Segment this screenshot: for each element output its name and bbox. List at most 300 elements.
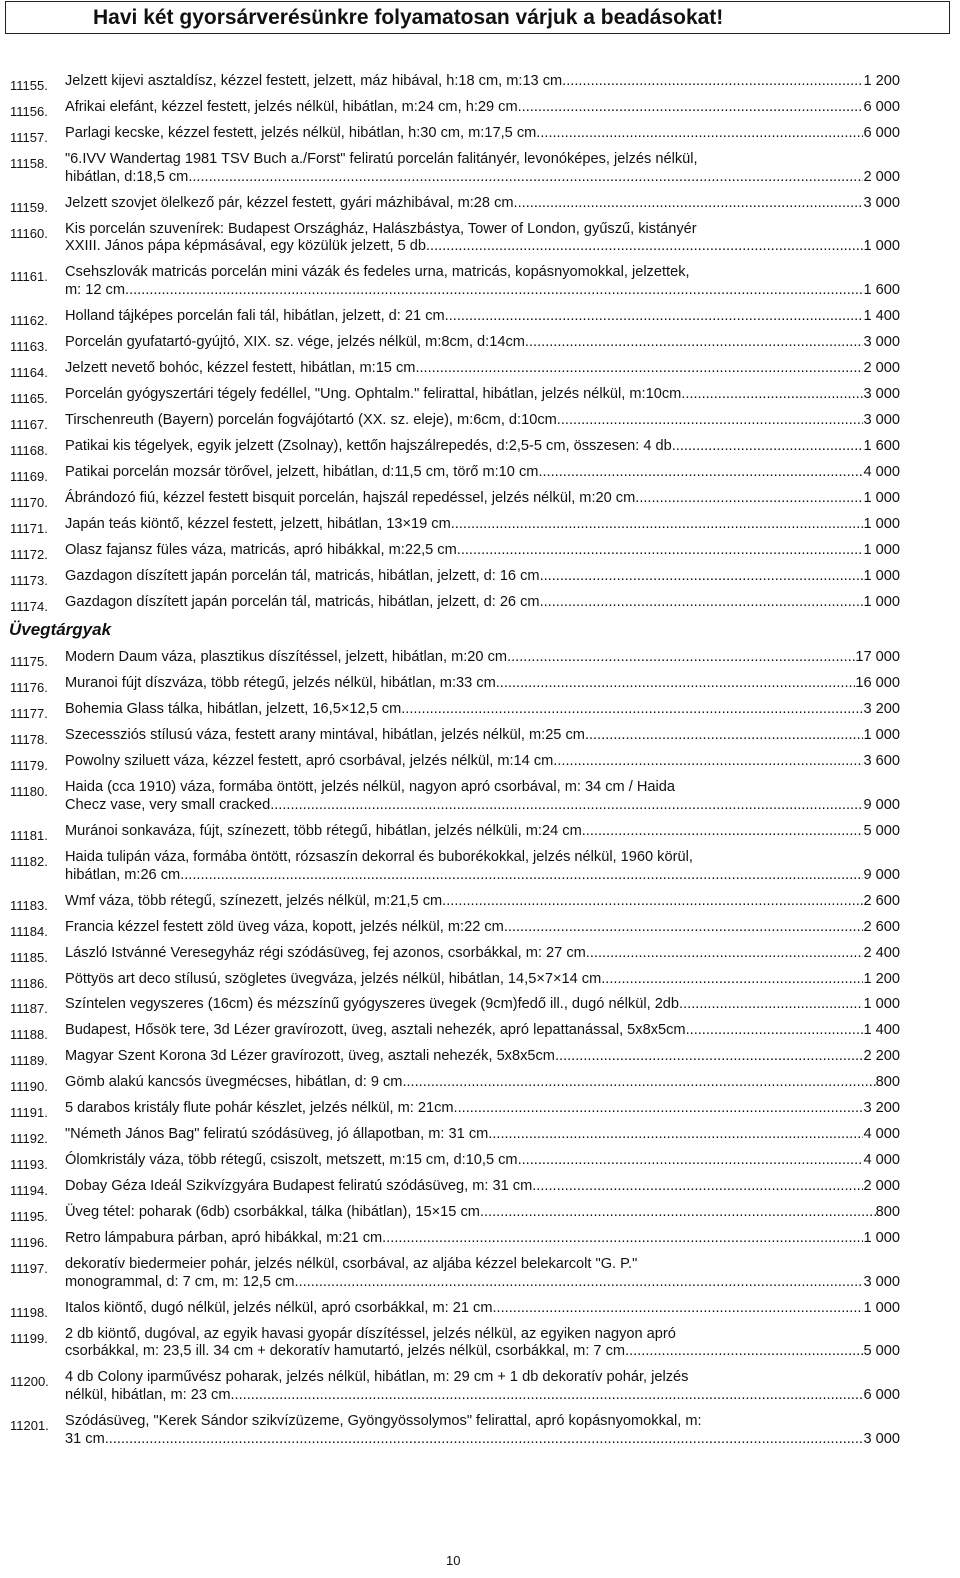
lot-description-line <box>65 568 900 586</box>
lot-number: 11184. <box>10 923 48 939</box>
lot-price: 3 000 <box>863 411 900 428</box>
lot-number: 11169. <box>10 468 48 484</box>
list-item <box>10 971 900 989</box>
list-item <box>10 945 900 963</box>
dot-leader <box>445 308 864 326</box>
list-item <box>10 701 900 722</box>
lot-number: 11200. <box>10 1374 49 1390</box>
lot-description-line <box>65 334 900 352</box>
lot-description-line <box>65 727 900 745</box>
lot-number: 11156. <box>10 103 48 119</box>
lot-number: 11167. <box>10 416 48 432</box>
lot-description-line <box>65 753 900 771</box>
dot-leader <box>442 893 863 911</box>
lot-description-line <box>65 823 900 841</box>
list-item <box>10 753 900 774</box>
lot-description-line <box>65 151 900 169</box>
lot-description: hibátlan, m:26 cm <box>65 866 181 883</box>
lot-description: Olasz fajansz füles váza, matricás, apró hibákkal, m:22,5 cm <box>65 541 457 558</box>
lot-price: 1 000 <box>863 593 900 610</box>
lot-description: Dobay Géza Ideál Szikvízgyára Budapest feliratú szódásüveg, m: 31 cm <box>65 1178 533 1195</box>
lot-description: 5 darabos kristály flute pohár készlet, jelzés nélkül, m: 21cm <box>65 1100 454 1117</box>
lot-description: Checz vase, very small cracked <box>65 797 271 813</box>
lot-description-line <box>65 99 900 117</box>
lot-description: Haida (cca 1910) váza, formába öntött, jelzés nélkül, nagyon apró csorbával, m: 34 cm / Haida <box>65 779 676 796</box>
dot-leader <box>686 1022 864 1040</box>
lot-description: monogrammal, d: 7 cm, m: 12,5 cm <box>65 1273 295 1290</box>
dot-leader <box>415 360 863 378</box>
lot-description: Tirschenreuth (Bayern) porcelán fogvájótartó (XX. sz. eleje), m:6cm, d:10cm <box>65 411 557 428</box>
list-item <box>10 568 900 586</box>
lot-description-line <box>65 594 900 612</box>
lot-price: 6 000 <box>863 98 900 115</box>
lot-description-line <box>65 649 900 667</box>
lot-description-line <box>65 1048 900 1066</box>
lot-number: 11181. <box>10 827 48 843</box>
dot-leader <box>488 1126 863 1144</box>
lot-description-line <box>65 1152 900 1170</box>
lot-price: 3 000 <box>863 194 900 211</box>
dot-leader <box>681 386 863 404</box>
lot-description: Powolny sziluett váza, kézzel festett, apró csorbával, jelzés nélkül, m:14 cm <box>65 753 554 770</box>
list-item <box>10 823 900 841</box>
dot-leader <box>585 727 864 745</box>
lot-price: 1 000 <box>863 996 900 1013</box>
lot-number: 11179. <box>10 758 48 774</box>
lot-price: 1 000 <box>863 238 900 255</box>
list-item <box>10 360 900 378</box>
lot-description-line <box>65 221 900 239</box>
lot-description: Ólomkristály váza, több rétegű, csiszolt, metszett, m:15 cm, d:10,5 cm <box>65 1152 518 1169</box>
dot-leader <box>557 412 864 430</box>
lot-description: Afrikai elefánt, kézzel festett, jelzés nélkül, hibátlan, m:24 cm, h:29 cm <box>65 98 518 115</box>
lot-price: 1 000 <box>863 489 900 506</box>
lot-price: 3 000 <box>863 1273 900 1290</box>
list-item <box>10 779 900 814</box>
lot-number: 11193. <box>10 1157 48 1173</box>
dot-leader <box>125 282 863 300</box>
glass-section <box>10 649 900 1448</box>
lot-description: Muranoi fújt díszváza, több rétegű, jelzés nélkül, hibátlan, m:33 cm <box>65 675 496 692</box>
lot-number: 11165. <box>10 390 48 406</box>
lot-price: 1 000 <box>863 727 900 744</box>
lot-description: Holland tájképes porcelán fali tál, hibátlan, jelzett, d: 21 cm <box>65 307 445 324</box>
lot-number: 11176. <box>10 680 48 696</box>
lot-description-line <box>65 195 900 213</box>
list-item <box>10 1256 900 1291</box>
lot-description-line <box>65 919 900 937</box>
list-item <box>10 919 900 937</box>
lot-description: Porcelán gyufatartó-gyújtó, XIX. sz. vége, jelzés nélkül, m:8cm, d:14cm <box>65 333 525 350</box>
list-item <box>10 727 900 748</box>
lot-number: 11183. <box>10 897 48 913</box>
lot-description: Retro lámpabura párban, apró hibákkal, m:21 cm <box>65 1230 383 1247</box>
dot-leader <box>270 797 863 815</box>
list-item <box>10 386 900 404</box>
lot-price: 2 000 <box>863 168 900 185</box>
list-item <box>10 675 900 696</box>
dot-leader <box>496 675 856 693</box>
list-item <box>10 464 900 482</box>
lot-description-line <box>65 867 900 885</box>
dot-leader <box>507 649 855 667</box>
lot-number: 11173. <box>10 572 48 588</box>
list-item <box>10 1022 900 1043</box>
lot-description: Üveg tétel: poharak (6db) csorbákkal, tálka (hibátlan), 15×15 cm <box>65 1204 480 1221</box>
lot-price: 3 000 <box>863 385 900 402</box>
lot-price: 1 000 <box>863 541 900 558</box>
lot-price: 2 000 <box>863 1178 900 1195</box>
lot-description: "6.IVV Wandertag 1981 TSV Buch a./Forst" feliratú porcelán falitányér, levonóképes, jelzés nélkül, <box>65 150 698 167</box>
lot-description: XXIII. János pápa képmásával, egy közülük jelzett, 5 db <box>65 238 426 255</box>
lot-number: 11186. <box>10 975 48 991</box>
lot-description: Gömb alakú kancsós üvegmécses, hibátlan, d: 9 cm <box>65 1074 403 1091</box>
list-item <box>10 221 900 256</box>
dot-leader <box>555 1048 864 1066</box>
lot-description-line <box>65 238 900 256</box>
lot-price: 3 600 <box>863 753 900 770</box>
list-item <box>10 1413 900 1448</box>
dot-leader <box>582 823 864 841</box>
lot-description-line <box>65 893 900 911</box>
lot-number: 11197. <box>10 1261 48 1277</box>
section-title-glass: Üvegtárgyak <box>9 620 112 640</box>
porcelain-section <box>10 73 900 614</box>
lot-price: 5 000 <box>863 822 900 839</box>
lot-number: 11189. <box>10 1053 48 1069</box>
lot-description: m: 12 cm <box>65 281 126 298</box>
list-item <box>10 1204 900 1225</box>
list-item <box>10 438 900 456</box>
lot-description-line <box>65 971 900 989</box>
dot-leader <box>538 464 863 482</box>
lot-description-line <box>65 1343 900 1361</box>
lot-price: 1 000 <box>863 515 900 532</box>
list-item <box>10 1369 900 1404</box>
dot-leader <box>536 125 863 143</box>
lot-description: Francia kézzel festett zöld üveg váza, kopott, jelzés nélkül, m:22 cm <box>65 918 504 935</box>
list-item <box>10 99 900 117</box>
list-item <box>10 996 900 1017</box>
lot-description: Jelzett szovjet ölelkező pár, kézzel festett, gyári mázhibával, m:28 cm <box>65 194 514 211</box>
lot-description: Porcelán gyógyszertári tégely fedéllel, "Ung. Ophtalm." felirattal, hibátlan, jelzés nélkül, m:10cm <box>65 385 682 402</box>
lot-description: Pöttyös art deco stílusú, szögletes üvegváza, jelzés nélkül, hibátlan, 14,5×7×14 cm <box>65 970 602 987</box>
lot-price: 1 200 <box>863 73 900 89</box>
lot-price: 1 600 <box>863 281 900 298</box>
dot-leader <box>426 238 863 256</box>
lot-description-line <box>65 1126 900 1144</box>
dot-leader <box>518 1152 864 1170</box>
lot-number: 11164. <box>10 364 48 380</box>
lot-number: 11159. <box>10 199 48 215</box>
dot-leader <box>382 1230 863 1248</box>
lot-price: 1 400 <box>863 1022 900 1039</box>
list-item <box>10 490 900 508</box>
list-item <box>10 1300 900 1318</box>
lot-number: 11185. <box>10 949 48 965</box>
lot-description-line <box>65 1274 900 1292</box>
lot-description-line <box>65 282 900 300</box>
list-item <box>10 264 900 299</box>
lot-number: 11190. <box>10 1079 48 1095</box>
lot-description: nélkül, hibátlan, m: 23 cm <box>65 1387 231 1404</box>
lot-description: Jelzett nevető bohóc, kézzel festett, hibátlan, m:15 cm <box>65 359 416 376</box>
lot-description-line <box>65 464 900 482</box>
dot-leader <box>451 516 864 534</box>
dot-leader <box>525 334 864 352</box>
lot-price: 17 000 <box>855 649 900 666</box>
lot-number: 11158. <box>10 155 48 171</box>
lot-number: 11175. <box>10 654 48 670</box>
lot-description-line <box>65 73 900 91</box>
lot-price: 1 000 <box>863 567 900 584</box>
lot-description-line <box>65 125 900 143</box>
lot-description: Patikai kis tégelyek, egyik jelzett (Zsolnay), kettőn hajszálrepedés, d:2,5-5 cm, összesen: 4 db <box>65 437 672 454</box>
lot-description-line <box>65 412 900 430</box>
lot-price: 1 400 <box>863 307 900 324</box>
lot-description-line <box>65 360 900 378</box>
lot-description-line <box>65 1022 900 1040</box>
lot-number: 11172. <box>10 546 48 562</box>
lot-description: László Istvánné Veresegyház régi szódásüveg, fej azonos, csorbákkal, m: 27 cm <box>65 944 586 961</box>
list-item <box>10 308 900 326</box>
lot-description-line <box>65 386 900 404</box>
lot-description-line <box>65 1387 900 1405</box>
lot-description-line <box>65 797 900 815</box>
lot-price: 2 400 <box>863 944 900 961</box>
lot-description-line <box>65 1369 900 1387</box>
lot-number: 11174. <box>10 598 48 614</box>
lot-price: 3 200 <box>863 1100 900 1117</box>
lot-price: 1 600 <box>863 437 900 454</box>
lot-description-line <box>65 1204 900 1222</box>
dot-leader <box>105 1431 864 1449</box>
lot-description: Szódásüveg, "Kerek Sándor szikvízüzeme, Gyöngyössolymos" felirattal, apró kopásnyomokkal, m: <box>65 1413 702 1430</box>
lot-number: 11182. <box>10 853 48 869</box>
lot-description-line <box>65 490 900 508</box>
lot-number: 11195. <box>10 1209 48 1225</box>
lot-description-line <box>65 516 900 534</box>
lot-description-line <box>65 1431 900 1449</box>
dot-leader <box>401 701 863 719</box>
dot-leader <box>504 919 864 937</box>
dot-leader <box>540 594 864 612</box>
lot-description-line <box>65 675 900 693</box>
lot-price: 9 000 <box>863 797 900 813</box>
dot-leader <box>601 971 863 989</box>
lot-description: Wmf váza, több rétegű, színezett, jelzés nélkül, m:21,5 cm <box>65 892 443 909</box>
lot-description: Szecessziós stílusú váza, festett arany mintával, hibátlan, jelzés nélkül, m:25 cm <box>65 727 585 744</box>
dot-leader <box>493 1300 864 1318</box>
dot-leader <box>679 996 863 1014</box>
list-item <box>10 125 900 143</box>
lot-number: 11192. <box>10 1131 48 1147</box>
lot-description-line <box>65 308 900 326</box>
lot-price: 1 000 <box>863 1299 900 1316</box>
lot-description: Magyar Szent Korona 3d Lézer gravírozott, üveg, asztali nehezék, 5x8x5cm <box>65 1048 555 1065</box>
lot-description: Muránoi sonkaváza, fújt, színezett, több rétegű, hibátlan, jelzés nélküli, m:24 cm <box>65 822 582 839</box>
dot-leader <box>540 568 864 586</box>
lot-description: 4 db Colony iparművész poharak, jelzés nélkül, hibátlan, m: 29 cm + 1 db dekoratív pohár, jelzés <box>65 1369 689 1386</box>
dot-leader <box>454 1100 864 1118</box>
lot-description-line <box>65 1326 900 1344</box>
lot-price: 1 000 <box>863 1230 900 1247</box>
dot-leader <box>625 1343 863 1361</box>
lot-number: 11194. <box>10 1183 48 1199</box>
auction-listing <box>10 73 900 1457</box>
dot-leader <box>586 945 864 963</box>
lot-number: 11155. <box>10 78 48 93</box>
lot-description-line <box>65 1230 900 1248</box>
lot-price: 5 000 <box>863 1343 900 1360</box>
lot-number: 11196. <box>10 1235 48 1251</box>
list-item <box>10 893 900 911</box>
dot-leader <box>518 99 864 117</box>
lot-price: 4 000 <box>863 1152 900 1169</box>
lot-number: 11163. <box>10 338 48 354</box>
lot-price: 2 600 <box>863 892 900 909</box>
lot-price: 3 000 <box>863 333 900 350</box>
lot-number: 11187. <box>10 1001 48 1017</box>
dot-leader <box>230 1387 863 1405</box>
lot-description: Jelzett kijevi asztaldísz, kézzel festett, jelzett, máz hibával, h:18 cm, m:13 cm. <box>65 73 567 89</box>
lot-price: 6 000 <box>863 124 900 141</box>
lot-price: 2 600 <box>863 918 900 935</box>
dot-leader <box>566 73 863 91</box>
lot-number: 11191. <box>10 1105 48 1121</box>
lot-number: 11160. <box>10 225 48 241</box>
lot-description-line <box>65 1100 900 1118</box>
lot-price: 1 200 <box>863 970 900 987</box>
dot-leader <box>402 1074 875 1092</box>
dot-leader <box>635 490 863 508</box>
list-item <box>10 849 900 884</box>
list-item <box>10 1100 900 1121</box>
lot-description: Japán teás kiöntő, kézzel festett, jelzett, hibátlan, 13×19 cm <box>65 515 451 532</box>
lot-description-line <box>65 1300 900 1318</box>
lot-number: 11177. <box>10 706 48 722</box>
list-item <box>10 1326 900 1361</box>
list-item <box>10 412 900 430</box>
lot-price: 4 000 <box>863 463 900 480</box>
lot-number: 11178. <box>10 732 48 748</box>
lot-description: Budapest, Hősök tere, 3d Lézer gravírozott, üveg, asztali nehezék, apró lepattanással, 5x8x5cm <box>65 1022 686 1039</box>
lot-price: 16 000 <box>855 675 900 692</box>
lot-price: 6 000 <box>863 1387 900 1404</box>
lot-description: hibátlan, d:18,5 cm <box>65 168 189 185</box>
list-item <box>10 151 900 186</box>
lot-description: Csehszlovák matricás porcelán mini vázák és fedeles urna, matricás, kopásnyomokkal, jelzettek, <box>65 264 690 281</box>
list-item <box>10 516 900 534</box>
header-banner <box>5 1 950 34</box>
list-item <box>10 1048 900 1069</box>
list-item <box>10 1230 900 1251</box>
dot-leader <box>180 867 863 885</box>
lot-number: 11171. <box>10 520 48 536</box>
dot-leader <box>295 1274 864 1292</box>
list-item <box>10 1178 900 1199</box>
lot-description-line <box>65 779 900 797</box>
lot-description-line <box>65 849 900 867</box>
lot-description-line <box>65 1256 900 1274</box>
lot-description: Italos kiöntő, dugó nélkül, jelzés nélkül, apró csorbákkal, m: 21 cm <box>65 1299 493 1316</box>
list-item <box>10 1126 900 1147</box>
lot-price: 800 <box>875 1074 900 1091</box>
lot-description: Parlagi kecske, kézzel festett, jelzés nélkül, hibátlan, h:30 cm, m:17,5 cm <box>65 124 537 141</box>
lot-number: 11180. <box>10 784 48 800</box>
lot-description-line <box>65 701 900 719</box>
page-title: Havi két gyorsárverésünkre folyamatosan várjuk a beadásokat! <box>93 6 724 29</box>
lot-number: 11199. <box>10 1330 48 1346</box>
lot-number: 11161. <box>10 269 48 285</box>
lot-number: 11162. <box>10 312 48 328</box>
lot-number: 11201. <box>10 1418 49 1434</box>
lot-price: 4 000 <box>863 1126 900 1143</box>
lot-description-line <box>65 264 900 282</box>
dot-leader <box>672 438 864 456</box>
lot-description: Kis porcelán szuvenírek: Budapest Országház, Halászbástya, Tower of London, gyűszű, kistányér <box>65 220 697 237</box>
lot-description: Bohemia Glass tálka, hibátlan, jelzett, 16,5×12,5 cm <box>65 701 402 718</box>
lot-description: Gazdagon díszített japán porcelán tál, matricás, hibátlan, jelzett, d: 16 cm <box>65 567 540 584</box>
lot-description-line <box>65 996 900 1014</box>
list-item <box>10 542 900 560</box>
dot-leader <box>553 753 863 771</box>
lot-description-line <box>65 169 900 187</box>
lot-description: Haida tulipán váza, formába öntött, rózsaszín dekorral és buborékokkal, jelzés nélkül, 1960 körül, <box>65 848 693 865</box>
dot-leader <box>188 169 863 187</box>
lot-description-line <box>65 945 900 963</box>
lot-description: 2 db kiöntő, dugóval, az egyik havasi gyopár díszítéssel, jelzés nélkül, az egyiken nagyon apró <box>65 1325 676 1342</box>
lot-description: dekoratív biedermeier pohár, jelzés nélkül, csorbával, az aljába kézzel belekarcolt "G. P." <box>65 1256 638 1273</box>
lot-description: Ábrándozó fiú, kézzel festett bisquit porcelán, hajszál repedéssel, jelzés nélkül, m:20 cm <box>65 489 636 506</box>
lot-price: 9 000 <box>863 866 900 883</box>
list-item <box>10 594 900 612</box>
lot-description: Gazdagon díszített japán porcelán tál, matricás, hibátlan, jelzett, d: 26 cm <box>65 593 540 610</box>
lot-description: "Németh János Bag" feliratú szódásüveg, jó állapotban, m: 31 cm <box>65 1126 489 1143</box>
lot-description: 31 cm <box>65 1430 105 1447</box>
dot-leader <box>457 542 864 560</box>
list-item <box>10 73 900 91</box>
list-item <box>10 649 900 670</box>
list-item <box>10 1074 900 1095</box>
lot-price: 800 <box>875 1204 900 1221</box>
lot-description-line <box>65 542 900 560</box>
lot-price: 3 200 <box>863 701 900 718</box>
lot-price: 2 000 <box>863 359 900 376</box>
lot-description-line <box>65 1074 900 1092</box>
lot-price: 2 200 <box>863 1048 900 1065</box>
dot-leader <box>514 195 864 213</box>
lot-description-line <box>65 1178 900 1196</box>
page-number: 10 <box>446 1553 461 1568</box>
lot-description: csorbákkal, m: 23,5 ill. 34 cm + dekoratív hamutartó, jelzés nélkül, csorbákkal, m: 7 cm <box>65 1343 626 1360</box>
lot-description: Patikai porcelán mozsár törővel, jelzett, hibátlan, d:11,5 cm, törő m:10 cm <box>65 463 539 480</box>
lot-number: 11170. <box>10 494 48 510</box>
lot-number: 11198. <box>10 1304 48 1320</box>
lot-description: Színtelen vegyszeres (16cm) és mézszínű gyógyszeres üvegek (9cm)fedő ill., dugó nélkül, 2db <box>65 996 680 1013</box>
list-item <box>10 195 900 213</box>
lot-number: 11157. <box>10 129 48 145</box>
dot-leader <box>480 1204 876 1222</box>
lot-number: 11188. <box>10 1027 48 1043</box>
lot-number: 11168. <box>10 442 48 458</box>
dot-leader <box>532 1178 863 1196</box>
list-item <box>10 1152 900 1173</box>
lot-description: Modern Daum váza, plasztikus díszítéssel, jelzett, hibátlan, m:20 cm <box>65 649 508 666</box>
lot-price: 3 000 <box>863 1430 900 1447</box>
list-item <box>10 334 900 352</box>
lot-description-line <box>65 1413 900 1431</box>
